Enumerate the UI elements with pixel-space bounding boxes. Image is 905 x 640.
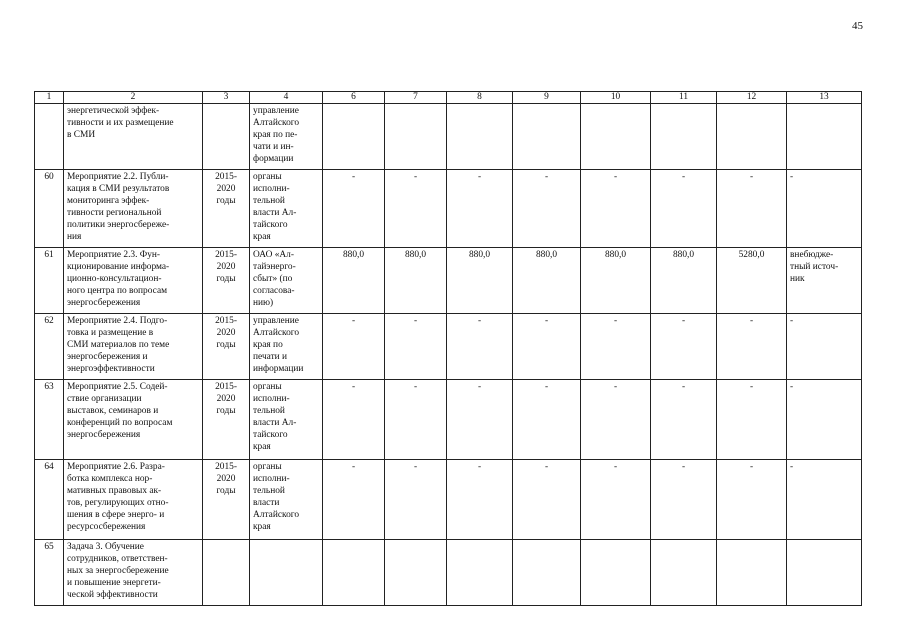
value-col-8: -: [447, 314, 513, 379]
value-col-9: -: [513, 170, 581, 248]
measure-description: Мероприятие 2.2. Публи- кация в СМИ результатов мониторинга эффек- тивности региональной политики энергосбереже- ния: [64, 170, 203, 248]
column-header-12: 12: [717, 92, 787, 104]
funding-source: внебюдже- тный источ- ник: [787, 248, 862, 314]
period: 2015- 2020 годы: [203, 248, 250, 314]
value-col-11: -: [651, 314, 717, 379]
funding-source: -: [787, 170, 862, 248]
value-col-11: [651, 539, 717, 605]
value-col-10: -: [581, 379, 651, 459]
funding-source: -: [787, 314, 862, 379]
value-col-10: [581, 104, 651, 170]
table-row: [35, 539, 862, 605]
value-col-10: 880,0: [581, 248, 651, 314]
value-col-11: [651, 104, 717, 170]
value-col-10: -: [581, 459, 651, 539]
table-row: [35, 314, 862, 379]
value-col-10: -: [581, 314, 651, 379]
row-number: 65: [35, 539, 64, 605]
value-col-6: -: [323, 170, 385, 248]
executor: органы исполни- тельной власти Алтайского края: [250, 459, 323, 539]
value-col-10: [581, 539, 651, 605]
column-header-10: 10: [581, 92, 651, 104]
period: [203, 539, 250, 605]
value-col-6: -: [323, 459, 385, 539]
value-col-8: [447, 104, 513, 170]
value-col-10: -: [581, 170, 651, 248]
value-col-6: 880,0: [323, 248, 385, 314]
page-number: 45: [852, 20, 863, 32]
header-row: [35, 92, 862, 104]
column-header-4: 4: [250, 92, 323, 104]
value-col-7: -: [385, 314, 447, 379]
value-col-11: -: [651, 459, 717, 539]
value-col-7: -: [385, 379, 447, 459]
value-col-6: [323, 104, 385, 170]
table-row: [35, 248, 862, 314]
value-col-8: -: [447, 379, 513, 459]
value-col-9: -: [513, 314, 581, 379]
column-header-11: 11: [651, 92, 717, 104]
value-col-6: -: [323, 314, 385, 379]
value-col-9: 880,0: [513, 248, 581, 314]
row-number: 62: [35, 314, 64, 379]
funding-source: [787, 539, 862, 605]
value-col-7: 880,0: [385, 248, 447, 314]
value-col-8: 880,0: [447, 248, 513, 314]
value-col-12: [717, 539, 787, 605]
measure-description: энергетической эффек- тивности и их размещение в СМИ: [64, 104, 203, 170]
value-col-7: -: [385, 459, 447, 539]
table-row: [35, 104, 862, 170]
value-col-12: [717, 104, 787, 170]
measure-description: Мероприятие 2.6. Разра- ботка комплекса нор- мативных правовых ак- тов, регулирующих отно- шения в сфере энерго- и ресурсосбережения: [64, 459, 203, 539]
column-header-13: 13: [787, 92, 862, 104]
task-description: Задача 3. Обучение сотрудников, ответствен- ных за энергосбережение и повышение энергети- ческой эффективности: [64, 539, 203, 605]
funding-source: -: [787, 379, 862, 459]
column-header-1: 1: [35, 92, 64, 104]
measure-description: Мероприятие 2.5. Содей- ствие организации выставок, семинаров и конференций по вопросам энергосбережения: [64, 379, 203, 459]
row-number: [35, 104, 64, 170]
funding-source: -: [787, 459, 862, 539]
value-col-7: -: [385, 170, 447, 248]
value-col-9: -: [513, 459, 581, 539]
measure-description: Мероприятие 2.4. Подго- товка и размещение в СМИ материалов по теме энергосбережения и энергоэффективности: [64, 314, 203, 379]
value-col-9: [513, 104, 581, 170]
period: [203, 104, 250, 170]
period: 2015- 2020 годы: [203, 170, 250, 248]
column-header-3: 3: [203, 92, 250, 104]
executor: ОАО «Ал- тайэнерго- сбыт» (по согласова- нию): [250, 248, 323, 314]
column-header-8: 8: [447, 92, 513, 104]
value-col-8: -: [447, 459, 513, 539]
row-number: 61: [35, 248, 64, 314]
table-row: [35, 459, 862, 539]
column-header-7: 7: [385, 92, 447, 104]
value-col-12: -: [717, 170, 787, 248]
executor: управление Алтайского края по пе- чати и ин- формации: [250, 104, 323, 170]
table-row: [35, 170, 862, 248]
value-col-8: [447, 539, 513, 605]
value-col-6: [323, 539, 385, 605]
value-col-7: [385, 539, 447, 605]
row-number: 64: [35, 459, 64, 539]
program-measures-table: [34, 91, 862, 606]
value-col-12: -: [717, 379, 787, 459]
value-col-12: -: [717, 314, 787, 379]
column-header-6: 6: [323, 92, 385, 104]
measure-description: Мероприятие 2.3. Фун- кционирование информа- ционно-консультацион- ного центра по вопросам энергосбережения: [64, 248, 203, 314]
value-col-6: -: [323, 379, 385, 459]
value-col-9: -: [513, 379, 581, 459]
funding-source: [787, 104, 862, 170]
value-col-8: -: [447, 170, 513, 248]
executor: управление Алтайского края по печати и информации: [250, 314, 323, 379]
value-col-12: -: [717, 459, 787, 539]
value-col-7: [385, 104, 447, 170]
value-col-11: 880,0: [651, 248, 717, 314]
period: 2015- 2020 годы: [203, 314, 250, 379]
value-col-11: -: [651, 379, 717, 459]
row-number: 63: [35, 379, 64, 459]
column-header-9: 9: [513, 92, 581, 104]
value-col-12: 5280,0: [717, 248, 787, 314]
row-number: 60: [35, 170, 64, 248]
executor: [250, 539, 323, 605]
table-row: [35, 379, 862, 459]
period: 2015- 2020 годы: [203, 459, 250, 539]
value-col-11: -: [651, 170, 717, 248]
executor: органы исполни- тельной власти Ал- тайского края: [250, 379, 323, 459]
period: 2015- 2020 годы: [203, 379, 250, 459]
value-col-9: [513, 539, 581, 605]
column-header-2: 2: [64, 92, 203, 104]
executor: органы исполни- тельной власти Ал- тайского края: [250, 170, 323, 248]
